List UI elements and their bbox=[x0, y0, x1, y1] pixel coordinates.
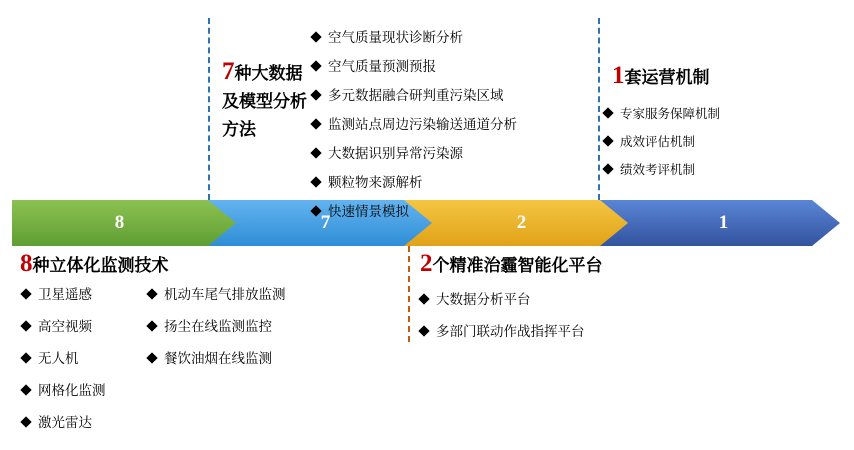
heading-operations-text: 套运营机制 bbox=[624, 68, 710, 87]
list-item bbox=[312, 26, 517, 46]
heading-platforms-number: 2 bbox=[420, 250, 433, 277]
list-item-label: 空气质量预测预报 bbox=[328, 59, 436, 74]
list-item bbox=[420, 320, 585, 340]
list-operations bbox=[604, 104, 720, 188]
list-item-label: 多元数据融合研判重污染区域 bbox=[328, 88, 504, 103]
heading-methods-number: 7 bbox=[222, 58, 235, 85]
list-item bbox=[312, 113, 517, 133]
divider-left-top bbox=[208, 18, 210, 200]
list-item bbox=[312, 171, 517, 191]
list-platforms bbox=[420, 288, 585, 352]
arrow-segment-8 bbox=[12, 200, 228, 246]
diamond-bullet-icon bbox=[20, 320, 31, 331]
list-item-label: 激光雷达 bbox=[38, 415, 92, 430]
list-item-label: 空气质量现状诊断分析 bbox=[328, 30, 463, 45]
heading-technologies-text: 种立体化监测技术 bbox=[32, 256, 169, 275]
diamond-bullet-icon bbox=[20, 384, 31, 395]
divider-right-top bbox=[598, 18, 600, 200]
list-item-label: 快速情景模拟 bbox=[328, 204, 409, 219]
list-item-label: 多部门联动作战指挥平台 bbox=[436, 324, 585, 339]
diamond-bullet-icon bbox=[20, 352, 31, 363]
list-item-label: 网格化监测 bbox=[38, 383, 106, 398]
list-item bbox=[22, 283, 106, 303]
diamond-bullet-icon bbox=[146, 352, 157, 363]
heading-platforms-text: 个精准治霾智能化平台 bbox=[432, 256, 603, 275]
arrow-segment-8-label: 8 bbox=[114, 212, 126, 233]
list-item bbox=[604, 104, 720, 122]
arrow-segment-7-label: 7 bbox=[320, 212, 332, 233]
list-item-label: 成效评估机制 bbox=[620, 135, 696, 149]
heading-operations bbox=[612, 62, 710, 90]
diamond-bullet-icon bbox=[310, 31, 321, 42]
diamond-bullet-icon bbox=[310, 176, 321, 187]
heading-technologies bbox=[20, 250, 169, 278]
list-item-label: 专家服务保障机制 bbox=[620, 107, 721, 121]
list-methods bbox=[312, 26, 517, 229]
arrow-segment-2-label: 2 bbox=[516, 212, 528, 233]
heading-operations-number: 1 bbox=[612, 62, 625, 89]
list-item bbox=[312, 142, 517, 162]
list-item-label: 餐饮油烟在线监测 bbox=[164, 351, 272, 366]
list-technologies-col2 bbox=[148, 283, 286, 379]
divider-bottom bbox=[408, 246, 410, 342]
list-item bbox=[420, 288, 585, 308]
heading-methods-text: 种大数据及模型分析方法 bbox=[222, 64, 307, 139]
list-item bbox=[22, 315, 106, 335]
diamond-bullet-icon bbox=[20, 416, 31, 427]
diamond-bullet-icon bbox=[20, 288, 31, 299]
list-item bbox=[22, 379, 106, 399]
heading-technologies-number: 8 bbox=[20, 250, 33, 277]
diamond-bullet-icon bbox=[602, 163, 613, 174]
diamond-bullet-icon bbox=[310, 60, 321, 71]
diamond-bullet-icon bbox=[418, 325, 429, 336]
list-item bbox=[148, 315, 286, 335]
diamond-bullet-icon bbox=[310, 89, 321, 100]
heading-platforms bbox=[420, 250, 603, 278]
list-item bbox=[604, 132, 720, 150]
heading-methods bbox=[222, 58, 317, 144]
arrow-segment-1-label: 1 bbox=[718, 212, 730, 233]
list-item bbox=[604, 160, 720, 178]
list-item-label: 高空视频 bbox=[38, 319, 92, 334]
diamond-bullet-icon bbox=[602, 107, 613, 118]
list-item-label: 机动车尾气排放监测 bbox=[164, 287, 286, 302]
diamond-bullet-icon bbox=[310, 118, 321, 129]
list-item bbox=[22, 411, 106, 431]
list-item bbox=[312, 84, 517, 104]
diamond-bullet-icon bbox=[310, 147, 321, 158]
list-item bbox=[312, 55, 517, 75]
list-item-label: 扬尘在线监测监控 bbox=[164, 319, 272, 334]
list-technologies-col1 bbox=[22, 283, 106, 443]
diamond-bullet-icon bbox=[418, 293, 429, 304]
list-item-label: 大数据识别异常污染源 bbox=[328, 146, 463, 161]
list-item-label: 卫星遥感 bbox=[38, 287, 92, 302]
list-item bbox=[22, 347, 106, 367]
diamond-bullet-icon bbox=[602, 135, 613, 146]
arrow-segment-1 bbox=[618, 200, 830, 246]
list-item bbox=[148, 347, 286, 367]
list-item bbox=[148, 283, 286, 303]
list-item-label: 监测站点周边污染输送通道分析 bbox=[328, 117, 517, 132]
list-item-label: 颗粒物来源解析 bbox=[328, 175, 423, 190]
diamond-bullet-icon bbox=[146, 288, 157, 299]
list-item-label: 无人机 bbox=[38, 351, 79, 366]
list-item-label: 绩效考评机制 bbox=[620, 163, 696, 177]
list-item-label: 大数据分析平台 bbox=[436, 292, 531, 307]
diamond-bullet-icon bbox=[310, 205, 321, 216]
diamond-bullet-icon bbox=[146, 320, 157, 331]
list-item bbox=[312, 200, 517, 220]
